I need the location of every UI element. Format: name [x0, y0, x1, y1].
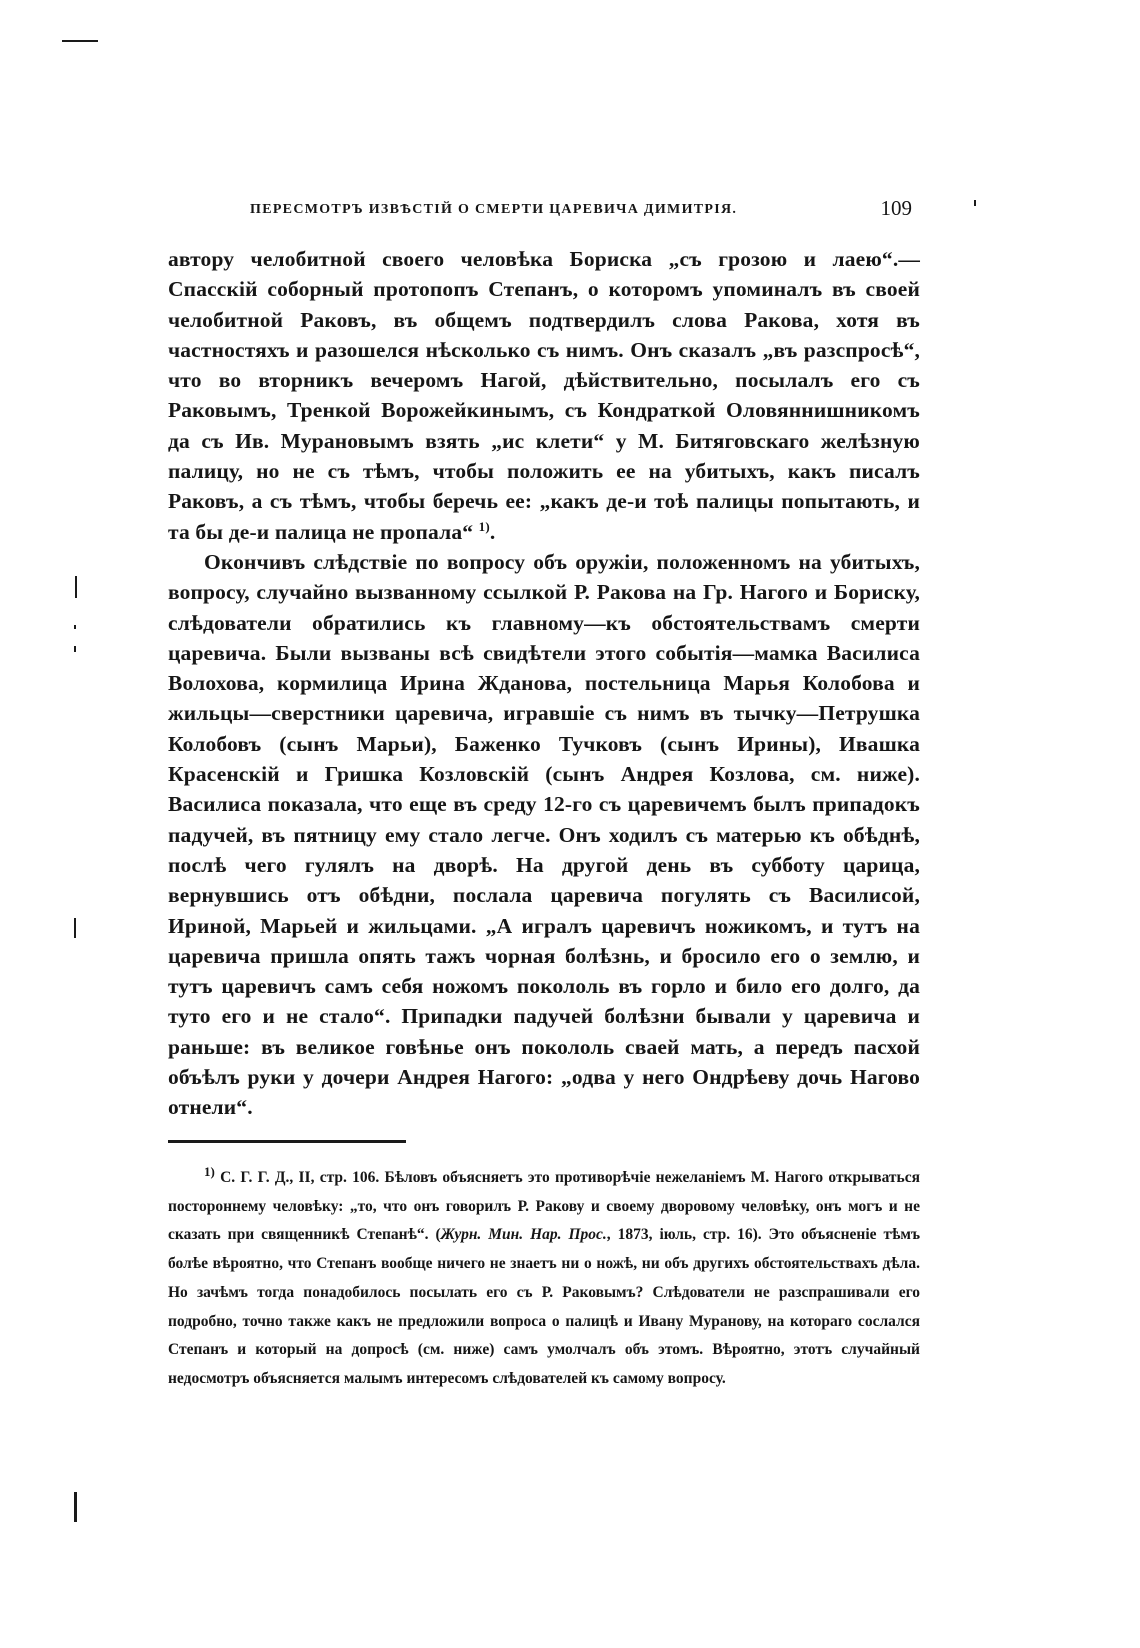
- paragraph-text: автору челобитной своего человѣка Бориска „съ грозою и лаею“.— Спасскій соборный протопопъ Степанъ, о которомъ упоминалъ въ своей челобитной Раковъ, въ общемъ подтвердилъ слова Ракова, хотя въ частностяхъ и разошелся нѣсколько съ нимъ. Онъ сказалъ „въ разспросѣ“, что во вторникъ вечеромъ Нагой, дѣйствительно, посылалъ его съ Раковымъ, Тренкой Ворожейкинымъ, съ Кондраткой Оловяннишникомъ да съ Ив. Мурановымъ взять „ис клети“ у М. Битяговскаго желѣзную палицу, но не съ тѣмъ, чтобы положить ее на убитыхъ, какъ писалъ Раковъ, а съ тѣмъ, чтобы беречь ее: „какъ де-и тоѣ палицы попытають, и та бы де-и палица не пропала“: [168, 247, 920, 544]
- footnote-marker: 1): [204, 1163, 215, 1179]
- scan-mark-left-1: [75, 576, 77, 598]
- running-title: ПЕРЕСМОТРЪ ИЗВѢСТІЙ О СМЕРТИ ЦАРЕВИЧА ДИМИТРІЯ.: [250, 202, 738, 217]
- scan-mark-left-2: [74, 918, 76, 938]
- footnote: [168, 1164, 920, 1394]
- footnote-rule: [168, 1140, 406, 1143]
- body-text: [168, 244, 920, 1123]
- running-head: [168, 196, 920, 226]
- scan-mark-left-3: [74, 1492, 77, 1522]
- page-number: 109: [880, 196, 912, 220]
- footnote-reference: 1): [478, 518, 490, 534]
- journal-title: Журн. Мин. Нар. Прос.: [440, 1226, 607, 1244]
- scan-speck: [74, 646, 76, 652]
- footnote-text-continued: , 1873, іюль, стр. 16). Это объясненіе тѣмъ болѣе вѣроятно, что Степанъ вообще ничего не знаетъ ни о ножѣ, ни объ другихъ обстоятельствахъ дѣла. Но зачѣмъ тогда понадобилось посылать его съ Р. Раковымъ? Слѣдователи не разспрашивали его подробно, точно также какъ не предложили вопроса о палицѣ и Ивану Муранову, на котораго сослался Степанъ и который на допросѣ (см. ниже) самъ умолчалъ объ этомъ. Вѣроятно, этотъ случайный недосмотръ объясняется малымъ интересомъ слѣдователей къ самому вопросу.: [168, 1226, 920, 1387]
- scan-speck: [974, 200, 976, 206]
- scan-mark-top-left: [62, 40, 98, 42]
- scan-speck: [74, 625, 76, 629]
- paragraph: Окончивъ слѣдствіе по вопросу объ оружіи, положенномъ на убитыхъ, вопросу, случайно вызванному ссылкой Р. Ракова на Гр. Нагого и Бориску, слѣдователи обратились къ главному—къ обстоятельствамъ смерти царевича. Были вызваны всѣ свидѣтели этого событія—мамка Василиса Волохова, кормилица Ирина Жданова, постельница Марья Колобова и жильцы—сверстники царевича, игравшіе съ нимъ въ тычку—Петрушка Колобовъ (сынъ Марьи), Баженко Тучковъ (сынъ Ирины), Ивашка Красенскій и Гришка Козловскій (сынъ Андрея Козлова, см. ниже). Василиса показала, что еще въ среду 12-го съ царевичемъ былъ припадокъ падучей, въ пятницу ему стало легче. Онъ ходилъ съ матерью къ обѣднѣ, послѣ чего гулялъ на дворѣ. На другой день въ субботу царица, вернувшись отъ обѣдни, послала царевича погулять съ Василисой, Ириной, Марьей и жильцами. „А игралъ царевичъ ножикомъ, и тутъ на царевича пришла опять тажъ чорная болѣзнь, и бросило его о землю, и тутъ царевичъ самъ себя ножомъ покололь въ горло и било его долго, да туто его и не стало“. Припадки падучей болѣзни бывали у царевича и раньше: въ великое говѣнье онъ покололь сваей мать, а передъ пасхой объѣлъ руки у дочери Андрея Нагого: „одва у него Ондрѣеву дочь Нагово отнели“.: [168, 549, 920, 1120]
- paragraph-end: .: [489, 519, 496, 544]
- paragraph: [168, 244, 920, 547]
- footnote-text: С. Г. Г. Д., II, стр. 106. Бѣловъ объясняетъ это противорѣчіе нежеланіемъ М. Нагого открываться постороннему человѣку: „то, что онъ говорилъ Р. Ракову и своему дворовому человѣку, онъ могъ и не сказать при священникѣ Степанѣ“. (: [168, 1169, 921, 1244]
